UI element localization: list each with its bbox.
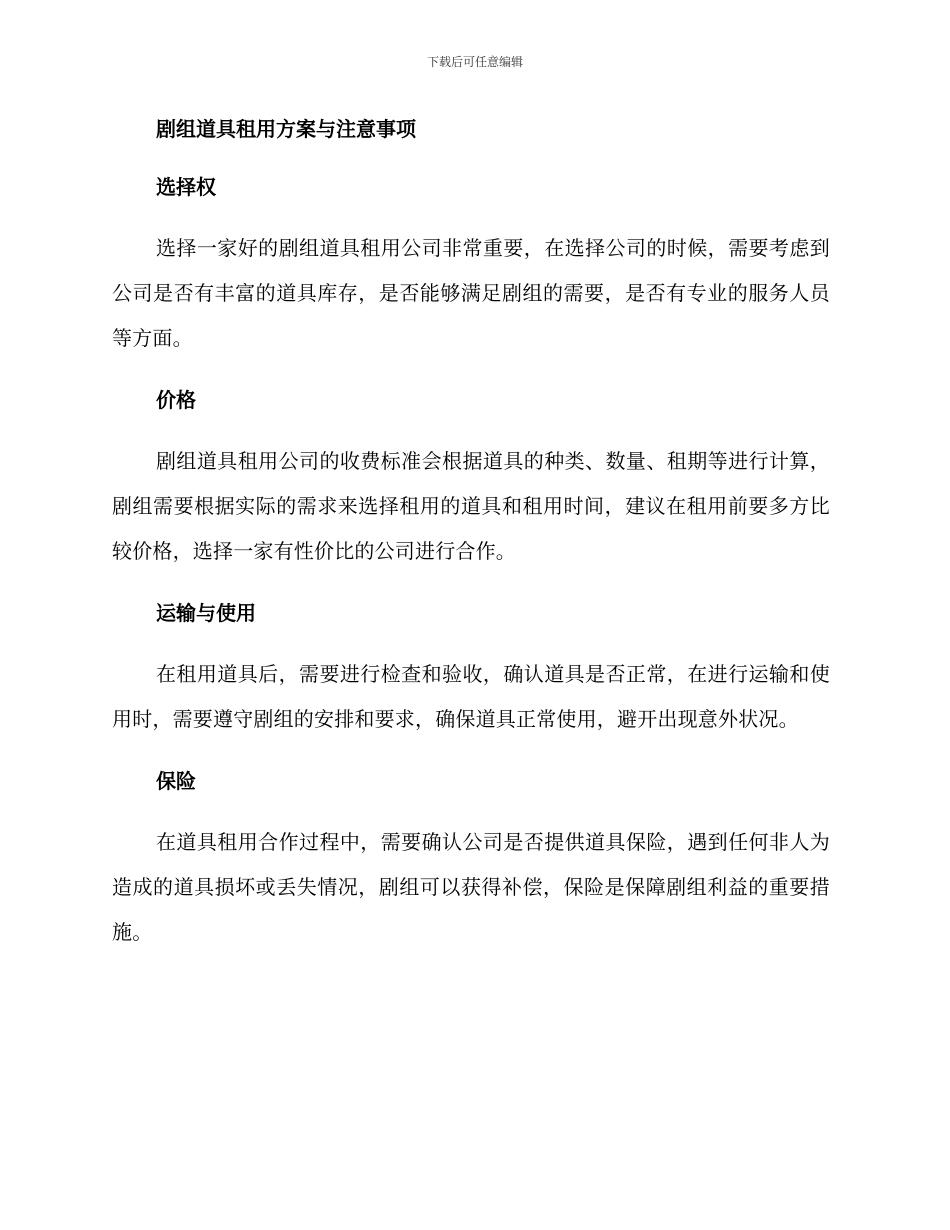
section-heading-choice: 选择权 (156, 175, 216, 199)
page-header-note: 下载后可任意编辑 (426, 55, 523, 69)
section-heading-transport: 运输与使用 (156, 601, 256, 625)
section-paragraph-insurance: 在道具租用合作过程中，需要确认公司是否提供道具保险，遇到任何非人为造成的道具损坏或丢失情况，剧组可以获得补偿，保险是保障剧组利益的重要措施。 (112, 830, 830, 944)
section-paragraph-price: 剧组道具租用公司的收费标准会根据道具的种类、数量、租期等进行计算，剧组需要根据实际的需求来选择租用的道具和租用时间，建议在租用前要多方比较价格，选择一家有性价比的公司进行合作。 (112, 449, 830, 563)
section-paragraph-transport: 在租用道具后，需要进行检查和验收，确认道具是否正常，在进行运输和使用时，需要遵守剧组的安排和要求，确保道具正常使用，避开出现意外状况。 (112, 662, 830, 731)
section-heading-insurance: 保险 (156, 769, 196, 793)
document-title: 剧组道具租用方案与注意事项 (156, 117, 416, 141)
section-paragraph-choice: 选择一家好的剧组道具租用公司非常重要，在选择公司的时候，需要考虑到公司是否有丰富的道具库存，是否能够满足剧组的需要，是否有专业的服务人员等方面。 (112, 236, 830, 350)
document-body (112, 112, 830, 977)
section-heading-price: 价格 (156, 388, 196, 412)
